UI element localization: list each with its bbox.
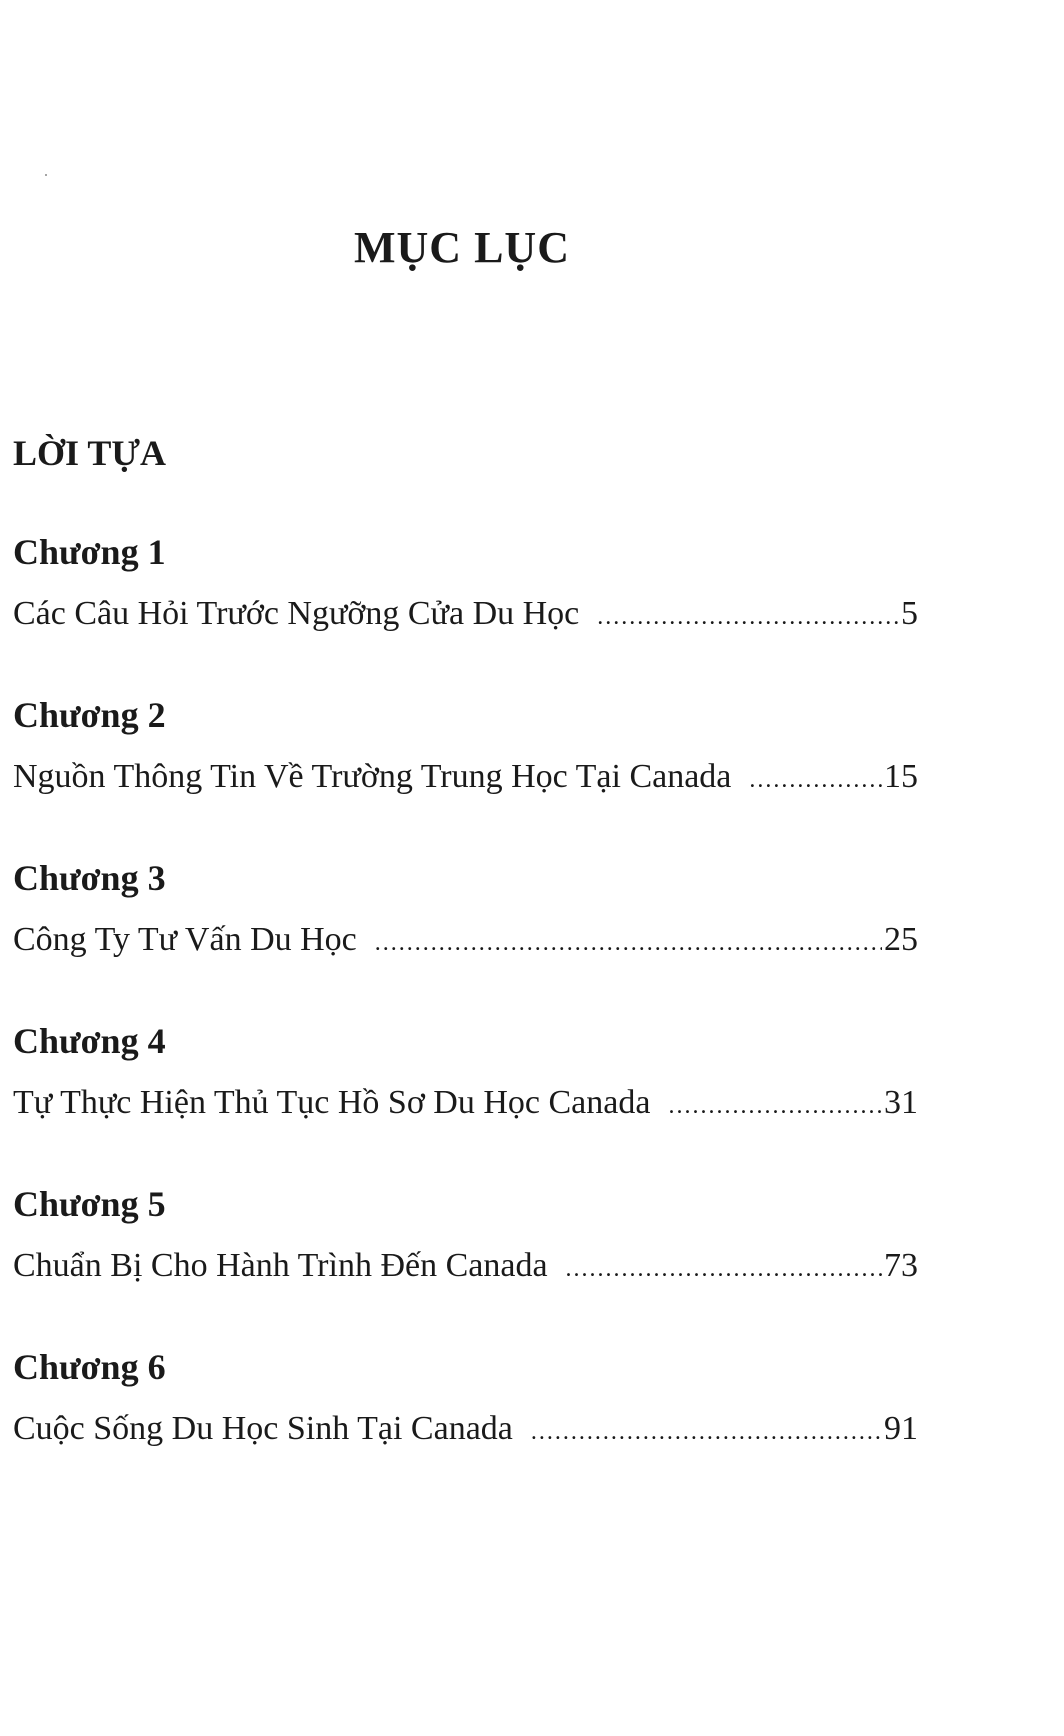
toc-chapter-4 <box>13 1019 933 1182</box>
toc-entry-title: Cuộc Sống Du Học Sinh Tại Canada <box>13 1410 513 1447</box>
toc-entry <box>13 918 918 965</box>
toc-entry <box>13 1407 918 1454</box>
toc-entry-title: Các Câu Hỏi Trước Ngưỡng Cửa Du Học <box>13 595 580 632</box>
toc-entry-title: Chuẩn Bị Cho Hành Trình Đến Canada <box>13 1247 548 1284</box>
dot-leader <box>668 1084 882 1128</box>
table-of-contents <box>13 530 933 1508</box>
dot-leader <box>566 1247 882 1291</box>
toc-page-number: 25 <box>884 921 918 958</box>
toc-entry-title: Tự Thực Hiện Thủ Tục Hồ Sơ Du Học Canada <box>13 1084 651 1121</box>
toc-chapter-5 <box>13 1182 933 1345</box>
toc-entry <box>13 1081 918 1128</box>
toc-chapter-1 <box>13 530 933 693</box>
chapter-heading: Chương 4 <box>13 1021 166 1061</box>
chapter-heading: Chương 6 <box>13 1347 166 1387</box>
chapter-heading: Chương 2 <box>13 695 166 735</box>
chapter-heading: Chương 3 <box>13 858 166 898</box>
preface-heading: LỜI TỰA <box>13 433 167 473</box>
toc-entry-title: Công Ty Tư Vấn Du Học <box>13 921 357 958</box>
dot-leader <box>749 758 882 802</box>
toc-page-number: 73 <box>884 1247 918 1284</box>
chapter-heading: Chương 5 <box>13 1184 166 1224</box>
toc-entry-title: Nguồn Thông Tin Về Trường Trung Học Tại Canada <box>13 758 732 795</box>
toc-page-number: 91 <box>884 1410 918 1447</box>
chapter-heading: Chương 1 <box>13 532 166 572</box>
scan-speck <box>45 174 47 176</box>
toc-chapter-6 <box>13 1345 933 1508</box>
toc-entry <box>13 755 918 802</box>
dot-leader <box>375 921 882 965</box>
toc-chapter-2 <box>13 693 933 856</box>
toc-page-number: 5 <box>901 595 918 632</box>
dot-leader <box>531 1410 882 1454</box>
toc-entry <box>13 1244 918 1291</box>
toc-page-number: 31 <box>884 1084 918 1121</box>
toc-chapter-3 <box>13 856 933 1019</box>
toc-entry <box>13 592 918 639</box>
dot-leader <box>597 595 899 639</box>
toc-page-number: 15 <box>884 758 918 795</box>
page-title: MỤC LỤC <box>354 223 570 272</box>
